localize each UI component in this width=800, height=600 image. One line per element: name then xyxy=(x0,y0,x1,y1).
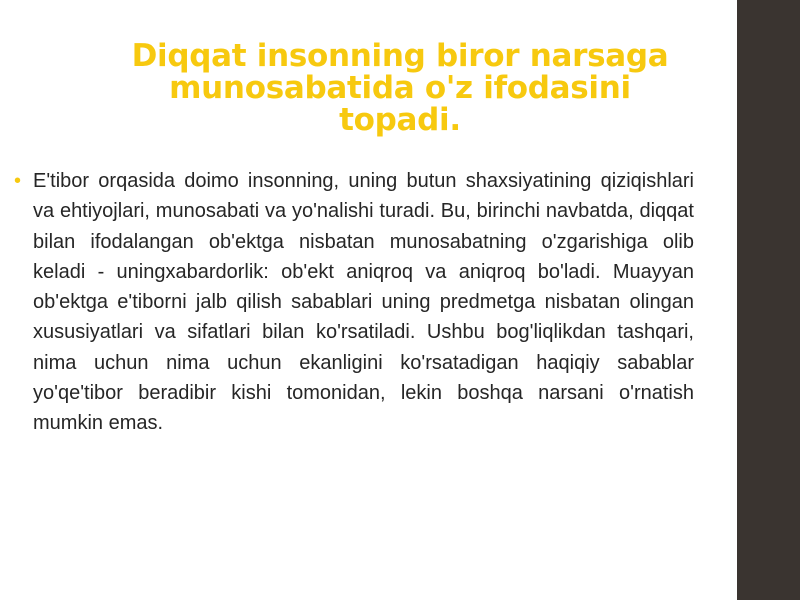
bullet-icon: • xyxy=(14,170,22,192)
bullet-item xyxy=(12,166,694,439)
bullet-list xyxy=(12,166,694,439)
decorative-side-bar xyxy=(737,0,800,600)
bullet-paragraph: E'tibor orqasida doimo insonning, uning butun shaxsiyatining qiziqishlari va ehtiyojlari, munosabati va yo'nalishi turadi. Bu, birinchi navbatda, diqqat bilan ifodalangan ob'ektga nisbatan munosabatning o'zgarishiga olib keladi - uningxabardorlik: ob'ekt aniqroq va aniqroq bo'ladi. Muayyan ob'ektga e'tiborni jalb qilish sabablari uning predmetga nisbatan olingan xususiyatlari va sifatlari bilan ko'rsatiladi. Ushbu bog'liqlikdan tashqari, nima uchun nima uchun ekanligini ko'rsatadigan haqiqiy sabablar yo'qe'tibor beradibir kishi tomonidan, lekin boshqa narsani o'rnatish mumkin emas. xyxy=(33,170,694,435)
slide-title: Diqqat insonning biror narsaga munosabatida o'z ifodasini topadi. xyxy=(131,38,669,138)
